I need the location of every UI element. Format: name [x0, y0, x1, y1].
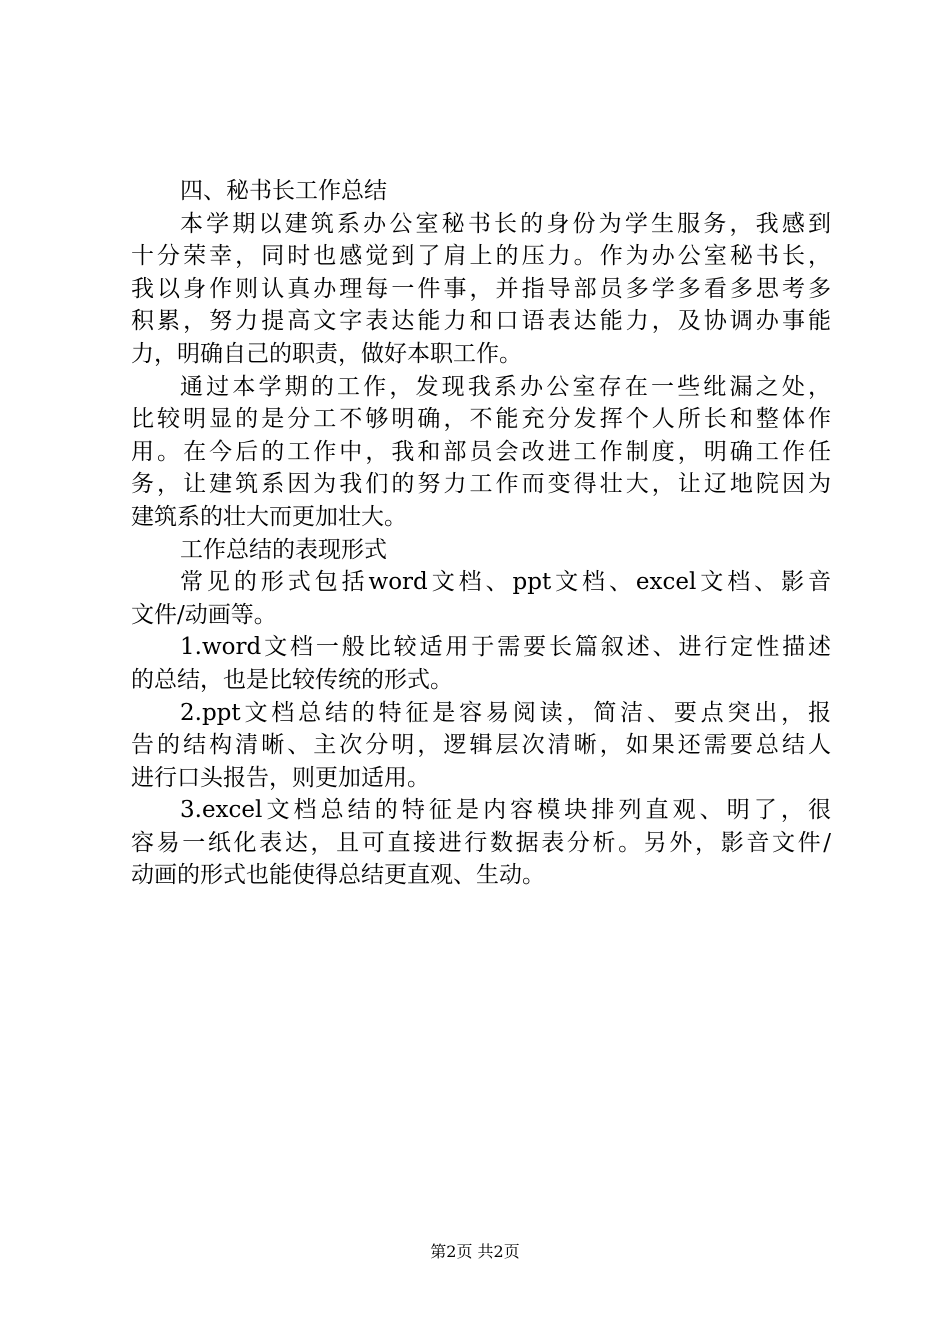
paragraph-line: 力，明确自己的职责，做好本职工作。	[131, 340, 522, 367]
paragraph-line: 积累，努力提高文字表达能力和口语表达能力，及协调办事能	[131, 308, 831, 335]
paragraph-line: 常见的形式包括word文档、ppt文档、excel文档、影音	[180, 569, 831, 596]
list-item-line: 动画的形式也能使得总结更直观、生动。	[131, 862, 545, 889]
list-item-line: 容易一纸化表达，且可直接进行数据表分析。另外，影音文件/	[131, 829, 831, 856]
list-item-line: 3.excel文档总结的特征是内容模块排列直观、明了，很	[180, 797, 831, 824]
paragraph-line: 本学期以建筑系办公室秘书长的身份为学生服务，我感到	[180, 210, 831, 237]
section-heading: 四、秘书长工作总结	[180, 178, 387, 204]
paragraph-line: 建筑系的壮大而更加壮大。	[131, 503, 407, 530]
paragraph-line: 我以身作则认真办理每一件事，并指导部员多学多看多思考多	[131, 275, 831, 302]
paragraph-line: 文件/动画等。	[131, 601, 277, 628]
list-item-line: 的总结，也是比较传统的形式。	[131, 666, 453, 693]
list-item-line: 进行口头报告，则更加适用。	[131, 764, 430, 791]
paragraph-line: 务，让建筑系因为我们的努力工作而变得壮大，让辽地院因为	[131, 471, 831, 498]
paragraph-line: 用。在今后的工作中，我和部员会改进工作制度，明确工作任	[131, 438, 831, 465]
paragraph-line: 十分荣幸，同时也感觉到了肩上的压力。作为办公室秘书长，	[131, 243, 831, 270]
list-item-line: 2.ppt文档总结的特征是容易阅读，简洁、要点突出，报	[180, 699, 831, 726]
paragraph-line: 比较明显的是分工不够明确，不能充分发挥个人所长和整体作	[131, 406, 831, 433]
paragraph-line: 通过本学期的工作，发现我系办公室存在一些纰漏之处，	[180, 373, 831, 400]
section-heading: 工作总结的表现形式	[180, 536, 387, 563]
document-body	[131, 175, 831, 892]
page-number: 第2页 共2页	[430, 1242, 520, 1261]
list-item-line: 1.word文档一般比较适用于需要长篇叙述、进行定性描述	[180, 634, 831, 661]
list-item-line: 告的结构清晰、主次分明，逻辑层次清晰，如果还需要总结人	[131, 732, 831, 759]
page-footer	[0, 1241, 950, 1263]
